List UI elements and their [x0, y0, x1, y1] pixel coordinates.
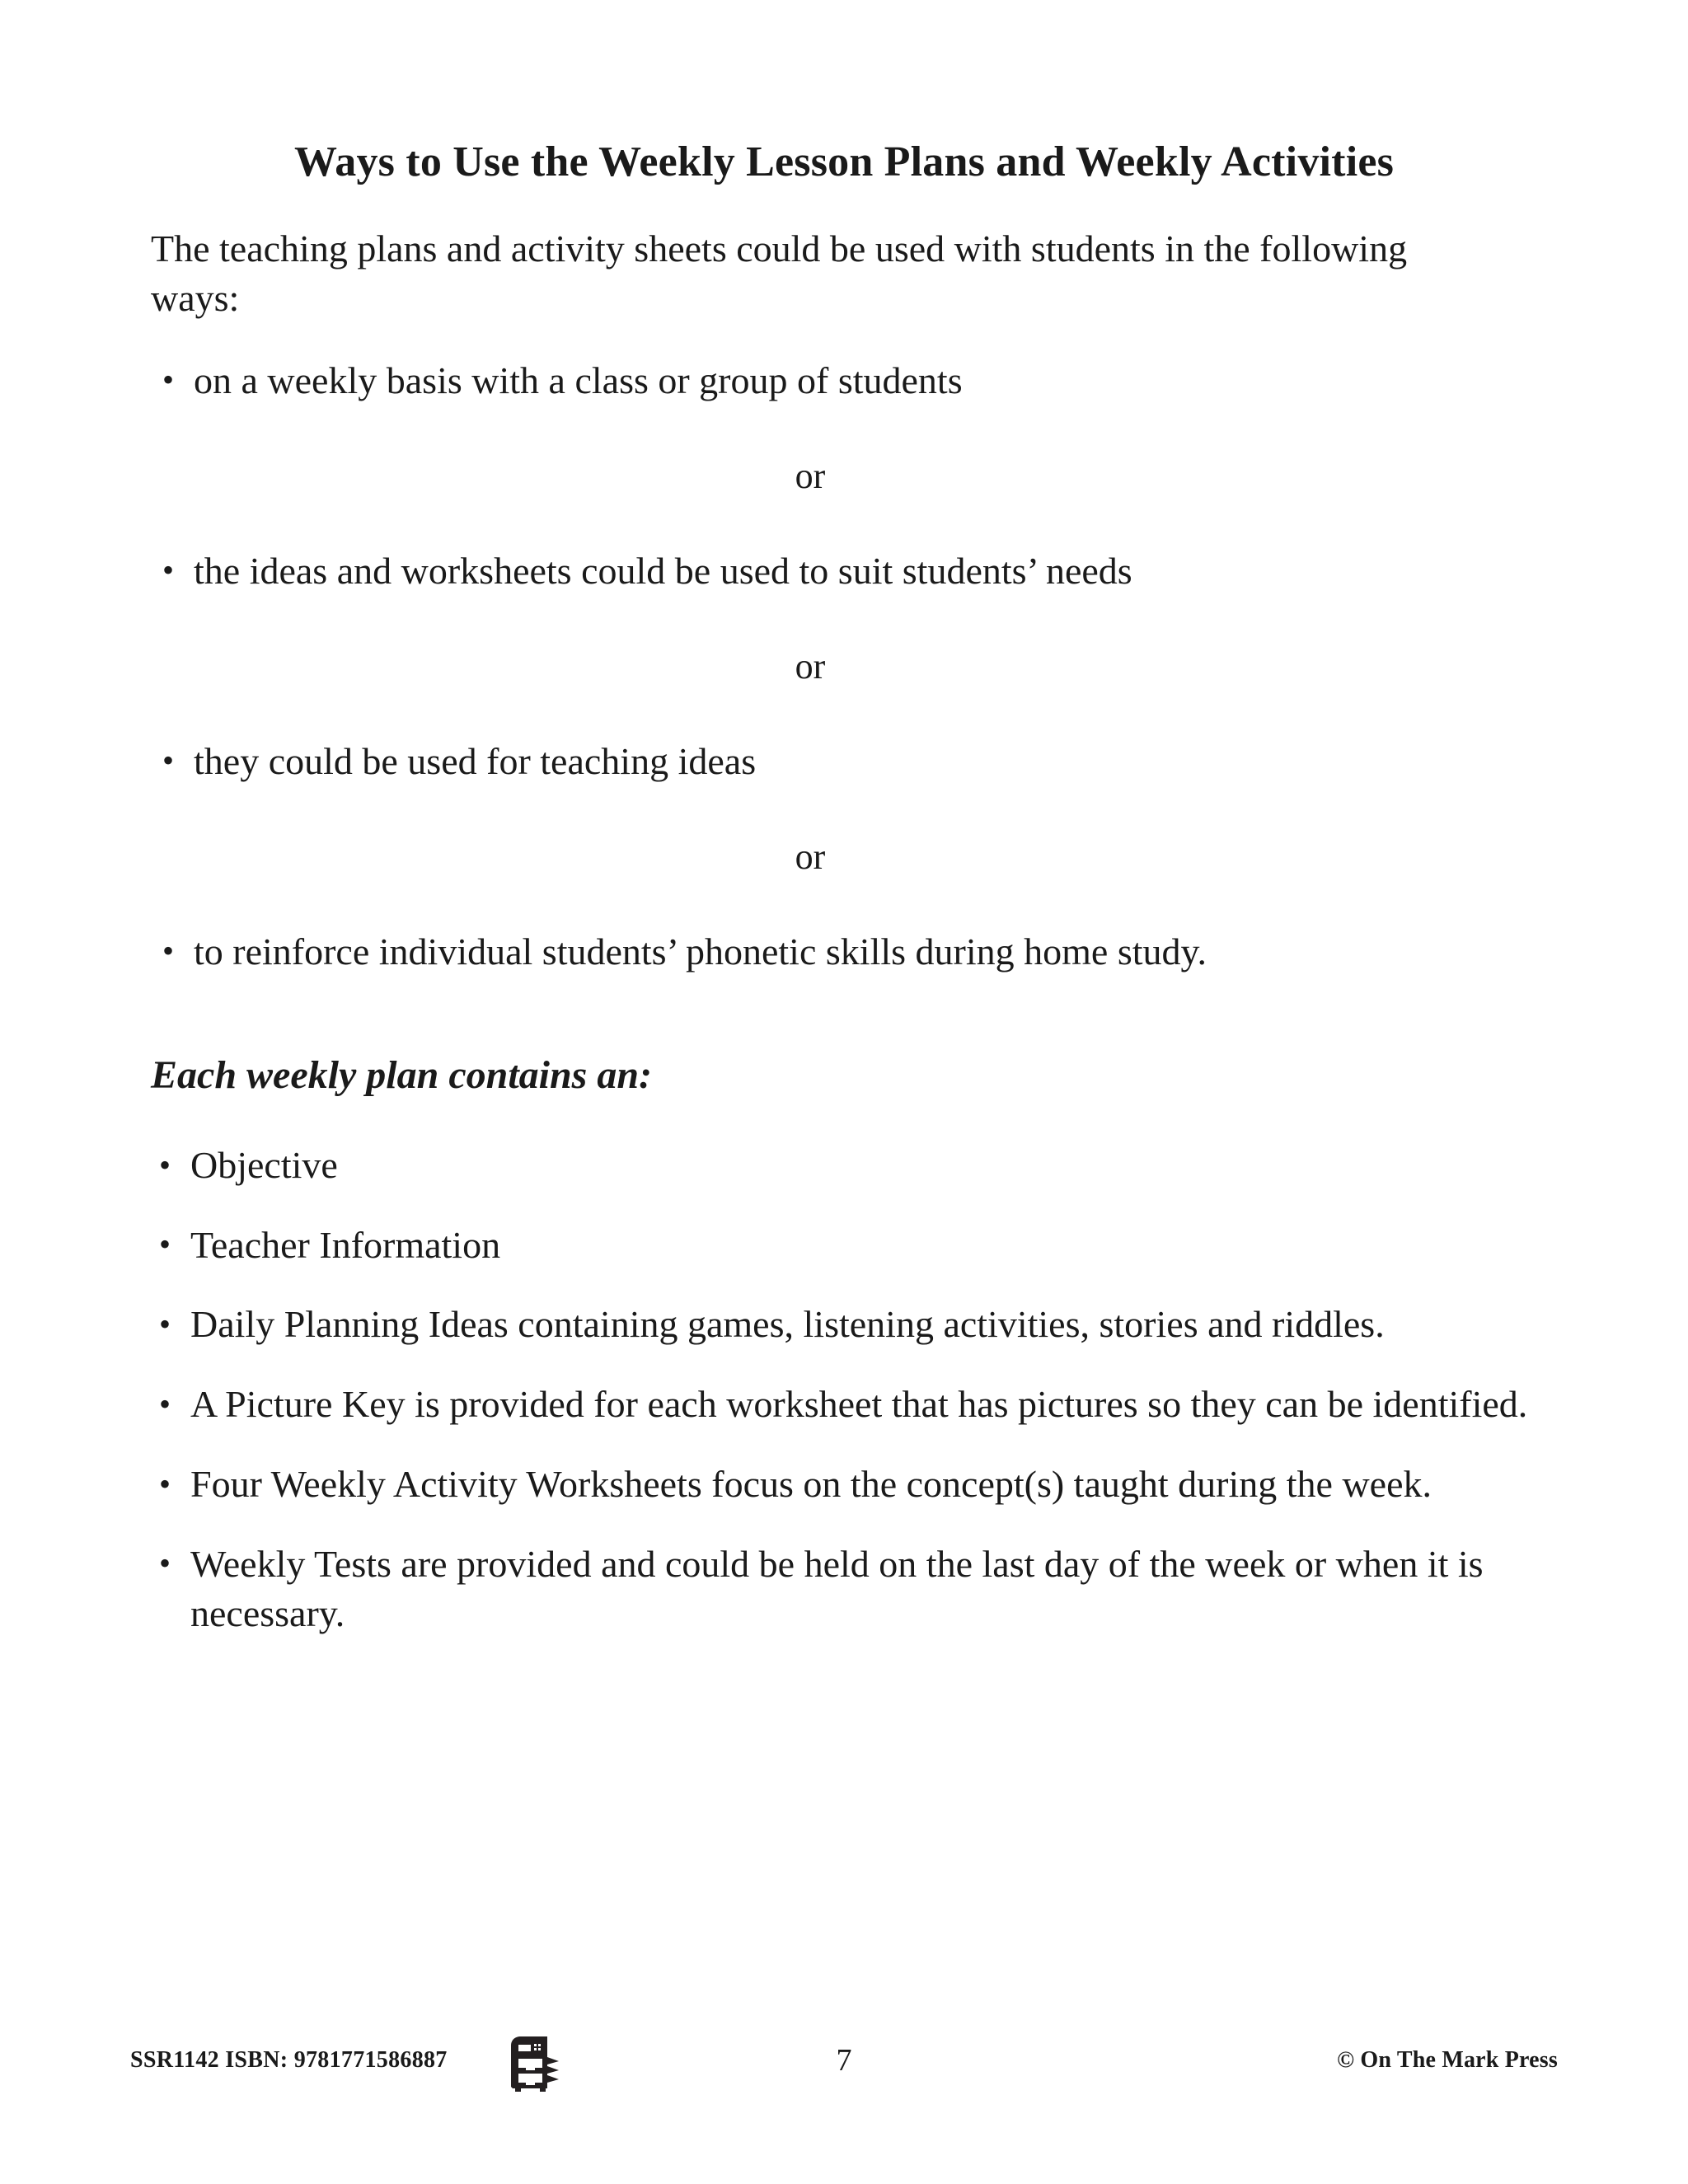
bullet-icon: •: [159, 1226, 171, 1263]
usage-list: [151, 737, 1536, 786]
intro-paragraph: The teaching plans and activity sheets could be used with students in the following ways:: [151, 227, 1408, 319]
bullet-icon: •: [159, 1305, 171, 1343]
spacer: [151, 976, 1536, 1052]
list-item-label: Weekly Tests are provided and could be held on the last day of the week or when it is necessary.: [190, 1542, 1484, 1635]
list-item: [151, 1540, 1534, 1639]
or-separator-1: or: [795, 456, 826, 497]
spacer: [151, 881, 1536, 927]
list-item-label: Four Weekly Activity Worksheets focus on the concept(s) taught during the week.: [190, 1462, 1432, 1505]
list-item: [151, 1380, 1534, 1430]
list-item: [151, 1460, 1534, 1510]
bullet-icon: •: [159, 1465, 171, 1502]
spacer: [151, 691, 1536, 737]
spacer: [151, 405, 1536, 452]
or-separator-3: or: [795, 837, 826, 878]
page-number: 7: [836, 2043, 852, 2078]
list-item: [151, 927, 1512, 977]
list-item-label: Teacher Information: [190, 1223, 501, 1266]
bullet-icon: •: [159, 1544, 171, 1582]
usage-list: [151, 356, 1536, 405]
list-item: [151, 737, 1512, 786]
list-item: [151, 1300, 1534, 1350]
list-item-label: to reinforce individual students’ phonetic skills during home study.: [194, 930, 1207, 972]
spacer: [151, 500, 1536, 546]
bullet-icon: •: [159, 1385, 171, 1422]
bullet-icon: •: [162, 361, 175, 399]
catalog-code: SSR1142 ISBN: 9781771586887: [130, 2047, 448, 2073]
section-heading: Each weekly plan contains an:: [151, 1053, 653, 1098]
list-item-label: they could be used for teaching ideas: [194, 739, 757, 782]
bullet-icon: •: [162, 742, 175, 780]
page-content: [151, 224, 1536, 1639]
list-item-label: A Picture Key is provided for each worksheet that has pictures so they can be identified.: [190, 1383, 1528, 1426]
bullet-icon: •: [162, 551, 175, 589]
usage-list: [151, 546, 1536, 596]
usage-list: [151, 927, 1536, 977]
list-item-label: Objective: [190, 1143, 338, 1186]
bullet-icon: •: [159, 1146, 171, 1183]
copyright-notice: © On The Mark Press: [1337, 2047, 1558, 2073]
contents-list: [151, 1141, 1536, 1639]
list-item: [151, 1221, 1534, 1271]
spacer: [151, 785, 1536, 833]
list-item-label: the ideas and worksheets could be used to suit students’ needs: [194, 549, 1132, 592]
list-item: [151, 1141, 1534, 1191]
bullet-icon: •: [162, 932, 175, 970]
list-item-label: Daily Planning Ideas containing games, listening activities, stories and riddles.: [190, 1303, 1385, 1346]
spacer: [151, 1099, 1536, 1141]
page-title: Ways to Use the Weekly Lesson Plans and Weekly Activities: [293, 138, 1395, 185]
spacer: [151, 595, 1536, 643]
list-item: [151, 546, 1512, 596]
or-separator-2: or: [795, 646, 826, 687]
list-item: [151, 356, 1512, 405]
page-footer: [0, 2034, 1688, 2100]
list-item-label: on a weekly basis with a class or group of students: [194, 359, 963, 401]
